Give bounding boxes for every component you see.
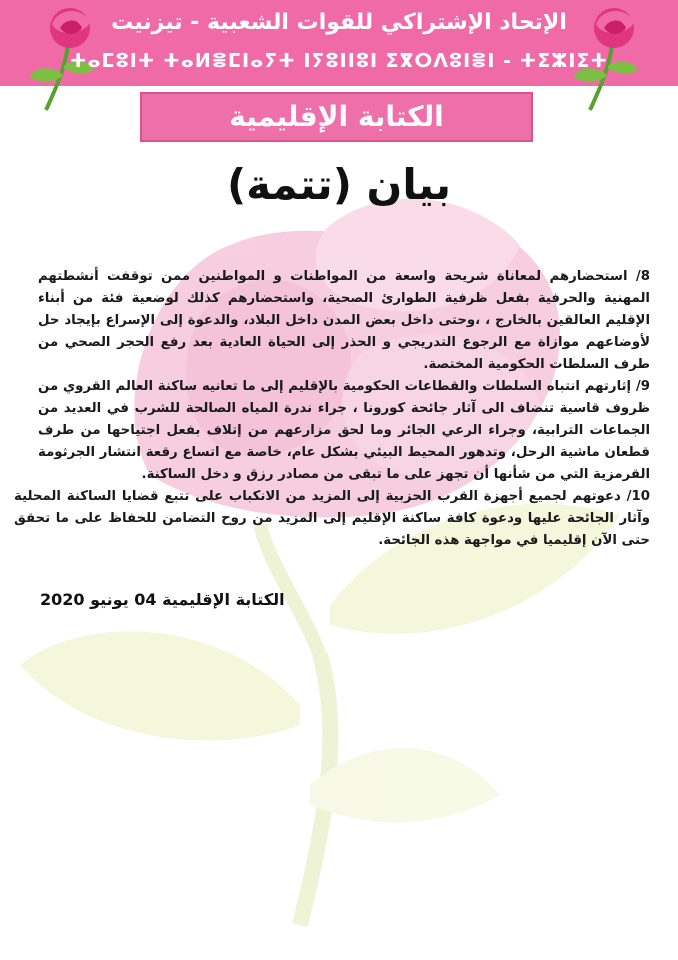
header-title: الإتحاد الإشتراكي للقوات الشعبية - تيزنيت xyxy=(111,10,567,35)
header-tifinagh: ⵜⴰⵎⵓⵏⵜ ⵜⴰⵍⴻⵎⵏⴰⵢⵜ ⵏⵢⵓⵏⵏⵓⵏ ⵉⴳⵔⴷⵓⵏⴻⵏ - ⵜⵉⵣⵏⵉⵜ xyxy=(69,50,609,72)
document-title: بيان (تتمة) xyxy=(226,160,452,209)
signature-date: الكتابة الإقليمية 04 يونيو 2020 xyxy=(40,590,285,609)
paragraph-item-10: 10/ دعوتهم لجميع أجهزة القرب الحزبية إلى المزيد من الانكباب على تتبع قضايا الساكنة المحلية وآثار الجائحة عليها ودعوة كافة ساكنة الإقليم إلى المزيد من روح التضامن للحفاظ على ما تحقق حتى الآن إقليميا في مواجهة هذه الجائحة. xyxy=(14,489,650,548)
section-box xyxy=(140,92,533,142)
section-title: الكتابة الإقليمية xyxy=(229,100,444,133)
paragraph-item-8: 8/ استحضارهم لمعاناة شريحة واسعة من المواطنات و المواطنين ممن توقفت أنشطتهم المهنية والحرفية بفعل ظرفية الطوارئ الصحية، واستحضارهم كذلك لوضعية فئة من أبناء الإقليم العالقين بالخارج ، ،وحتى داخل بعض المدن داخل البلاد، والدعوة إلى الإسراع بإيجاد حل لأوضاعهم موازاة مع الرجوع التدريجي و الحذر إلى الحياة العادية بعد رفع الحجر الصحي من طرف السلطات الحكومية المختصة. xyxy=(38,269,650,372)
paragraph-item-9: 9/ إثارتهم انتباه السلطات والقطاعات الحكومية بالإقليم إلى ما تعانيه ساكنة العالم القروي من ظروف قاسية تنضاف الى آثار جائحة كورونا ، جراء ندرة المياه الصالحة للشرب في العديد من الجماعات الترابية، وجراء الرعي الجائر وما لحق مزارعهم من إتلاف بفعل اجتياحها من طرف قطعان ماشية الرحل، وتدهور المحيط البيئي بشكل عام، خاصة مع اتساع رقعة انتشار الجرثومة القرمزية التي من شأنها أن تجهز على ما تبقى من مصادر رزق و دخل الساكنة. xyxy=(38,379,650,482)
